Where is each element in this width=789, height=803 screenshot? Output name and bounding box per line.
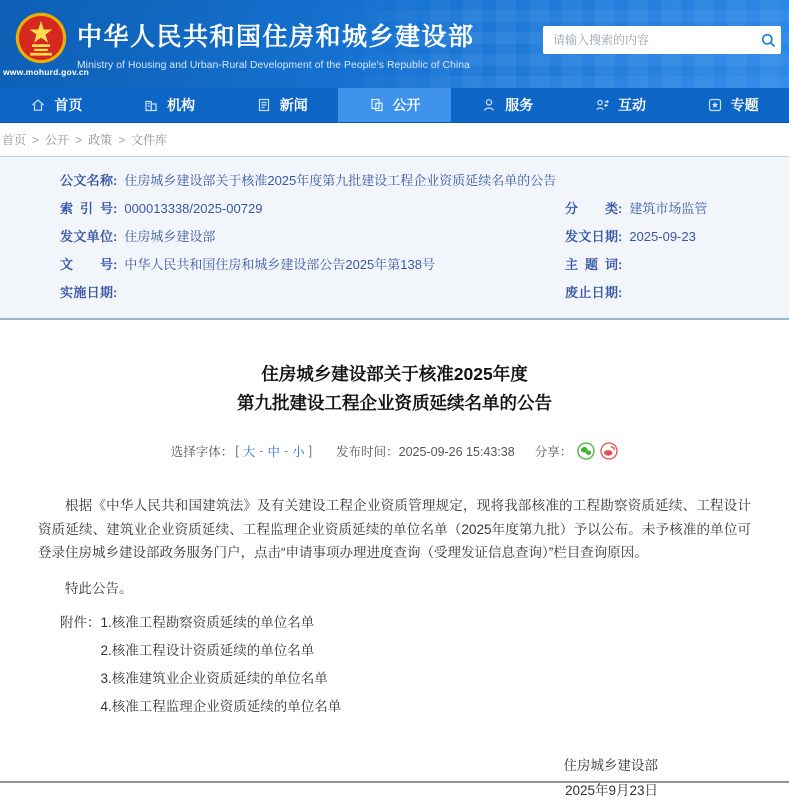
- interaction-icon: [594, 97, 610, 113]
- meta-colon: :: [113, 201, 118, 216]
- search-input[interactable]: [543, 33, 755, 47]
- footer-divider: [0, 781, 789, 783]
- bracket-close: ]: [308, 444, 313, 458]
- meta-label: 公文名称: [60, 173, 113, 188]
- nav-item-disclosure[interactable]: [338, 88, 451, 122]
- news-icon: [256, 97, 272, 113]
- font-size-large-button[interactable]: 大: [242, 445, 256, 459]
- home-icon: [30, 97, 46, 113]
- nav-item-label: 机构: [167, 97, 196, 113]
- share-group: [535, 442, 619, 460]
- breadcrumb: [0, 123, 789, 156]
- meta-row-doc-name: [60, 172, 759, 190]
- meta-colon: :: [113, 257, 118, 272]
- meta-row-issue-date: [565, 228, 759, 246]
- attachment-link-4[interactable]: 4.核准工程监理企业资质延续的单位名单: [100, 698, 342, 714]
- meta-value-doc-number: 中华人民共和国住房和城乡建设部公告2025年第138号: [124, 257, 435, 272]
- meta-grid: [60, 200, 759, 312]
- nav-item-organization[interactable]: [113, 88, 226, 122]
- page-title: [38, 360, 751, 418]
- meta-row-repeal-date: [565, 284, 759, 302]
- meta-row-effective-date: [60, 284, 565, 302]
- meta-colon: :: [618, 229, 623, 244]
- nav-item-label: 互动: [617, 97, 646, 113]
- nav-item-home[interactable]: [0, 88, 113, 122]
- attachment-link-2[interactable]: 2.核准工程设计资质延续的单位名单: [100, 642, 315, 658]
- dash: -: [283, 444, 289, 458]
- star-badge-icon: [707, 97, 723, 113]
- attachment-link-3[interactable]: 3.核准建筑业企业资质延续的单位名单: [100, 670, 328, 686]
- meta-label: 发文日期: [565, 229, 618, 244]
- meta-value-issuer: 住房城乡建设部: [124, 229, 216, 244]
- page-title-line2: 第九批建设工程企业资质延续名单的公告: [237, 393, 552, 413]
- nav-item-label: 专题: [730, 97, 759, 113]
- nav-item-services[interactable]: [451, 88, 564, 122]
- site-url: www.mohurd.gov.cn: [3, 67, 90, 77]
- nav-item-label: 首页: [54, 97, 83, 113]
- meta-row-issuer: [60, 228, 565, 246]
- meta-label: 主题词: [565, 257, 618, 272]
- nav-item-topics[interactable]: [676, 88, 789, 122]
- font-selector-label: 选择字体：: [170, 445, 234, 459]
- article-toolbar: [38, 442, 751, 460]
- nav-item-label: 服务: [505, 97, 534, 113]
- breadcrumb-separator: >: [75, 132, 83, 147]
- meta-row-subject-words: [565, 256, 759, 274]
- font-size-small-button[interactable]: 小: [292, 445, 305, 459]
- site-title-en: Ministry of Housing and Urban-Rural Development of the People's Republic of China: [77, 60, 470, 71]
- meta-colon: :: [113, 173, 118, 188]
- meta-colon: :: [113, 229, 118, 244]
- attachments: [38, 615, 751, 727]
- attachments-label: 附件：: [60, 614, 101, 630]
- meta-label: 发文单位: [60, 229, 113, 244]
- breadcrumb-home[interactable]: 首页: [2, 133, 27, 147]
- attachment-link-1[interactable]: 1.核准工程勘察资质延续的单位名单: [100, 614, 315, 630]
- nav-item-interaction[interactable]: [564, 88, 677, 122]
- meta-colon: :: [618, 285, 623, 300]
- closing-paragraph: 特此公告。: [65, 580, 133, 596]
- main-nav: [0, 88, 789, 123]
- article: [0, 360, 789, 803]
- meta-label: 索引号: [60, 201, 113, 216]
- signature-date: 2025年9月23日: [564, 782, 658, 798]
- meta-value-issue-date: 2025-09-23: [629, 229, 696, 244]
- site-title-cn: 中华人民共和国住房和城乡建设部: [77, 23, 475, 51]
- meta-label: 文号: [60, 257, 113, 272]
- font-size-medium-button[interactable]: 中: [267, 445, 280, 459]
- breadcrumb-separator: >: [118, 132, 126, 147]
- meta-colon: :: [113, 285, 118, 300]
- breadcrumb-library[interactable]: 文件库: [131, 133, 168, 147]
- meta-colon: :: [618, 201, 623, 216]
- body-paragraph: 根据《中华人民共和国建筑法》及有关建设工程企业资质管理规定，现将我部核准的工程勘察资质延续、工程设计资质延续、建筑业企业资质延续、工程监理企业资质延续的单位名单（2025年度第九批）予以公布。未予核准的单位可登录住房城乡建设部政务服务门户，点击“申请事项办理进度查询（受理发证信息查询）”栏目查询原因。: [38, 498, 751, 560]
- publish-time-label: 发布时间：: [336, 445, 399, 459]
- document-meta-panel: [0, 156, 789, 320]
- meta-value-index: 000013338/2025-00729: [124, 201, 263, 216]
- site-header: [0, 0, 789, 88]
- meta-label: 废止日期: [565, 285, 618, 300]
- nav-item-label: 新闻: [279, 97, 308, 113]
- meta-colon: :: [618, 257, 623, 272]
- national-emblem: [14, 11, 68, 65]
- breadcrumb-policy[interactable]: 政策: [88, 133, 113, 147]
- meta-row-doc-number: [60, 256, 565, 274]
- page-title-line1: 住房城乡建设部关于核准2025年度: [261, 364, 528, 384]
- search-box: [543, 26, 781, 54]
- meta-value-category: 建筑市场监管: [629, 201, 708, 216]
- wechat-share-icon[interactable]: [577, 442, 595, 460]
- nav-item-news[interactable]: [225, 88, 338, 122]
- signature-org: 住房城乡建设部: [563, 757, 658, 773]
- weibo-share-icon[interactable]: [600, 442, 618, 460]
- meta-value-doc-name: 住房城乡建设部关于核准2025年度第九批建设工程企业资质延续名单的公告: [124, 173, 557, 188]
- docs-icon: [369, 97, 385, 113]
- meta-label: 分类: [565, 201, 618, 216]
- nav-item-label: 公开: [392, 97, 421, 113]
- meta-label: 实施日期: [60, 285, 113, 300]
- dash: -: [259, 444, 264, 458]
- meta-row-index: [60, 200, 565, 218]
- publish-time-value: 2025-09-26 15:43:38: [398, 445, 515, 459]
- building-icon: [143, 97, 159, 113]
- breadcrumb-separator: >: [32, 132, 40, 147]
- search-icon[interactable]: [755, 27, 781, 53]
- meta-row-category: [565, 200, 759, 218]
- publish-time: [336, 442, 515, 460]
- share-label: 分享：: [534, 445, 573, 459]
- bracket-open: [: [235, 444, 239, 458]
- breadcrumb-disclosure[interactable]: 公开: [45, 133, 70, 147]
- signature-block: [38, 753, 751, 803]
- person-icon: [481, 97, 497, 113]
- header-titles: [77, 17, 475, 71]
- attachment-list: [101, 615, 342, 727]
